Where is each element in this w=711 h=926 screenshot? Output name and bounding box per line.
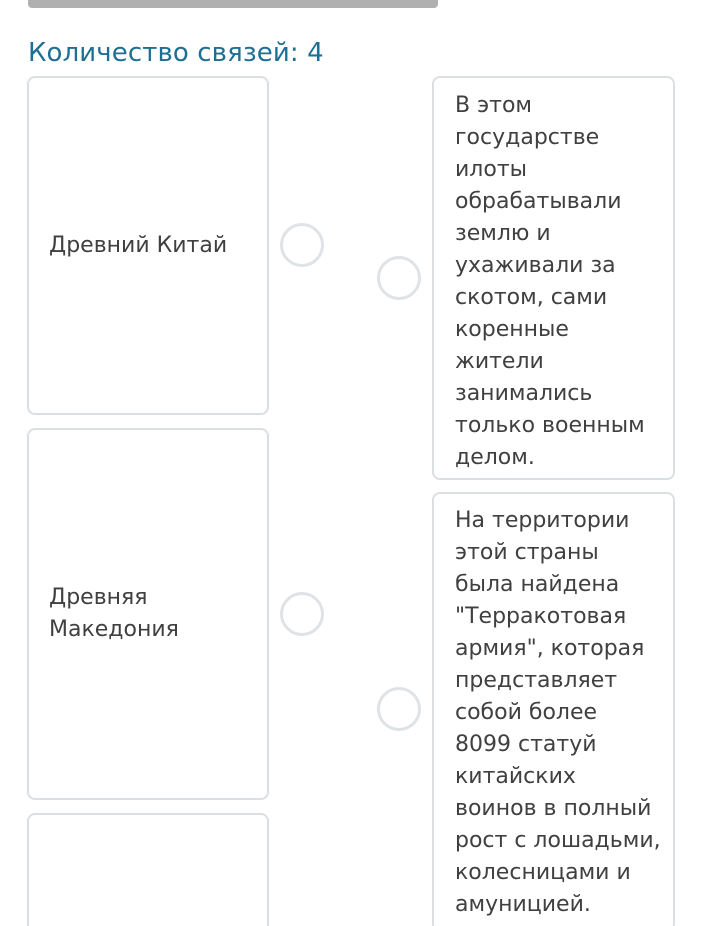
left-item-1-label: Древний Китай [49, 232, 228, 258]
right-item-2[interactable] [432, 492, 675, 926]
left-item-3[interactable] [27, 813, 269, 926]
left-item-1[interactable] [27, 76, 269, 415]
left-item-2-label: Древняя Македония [49, 585, 179, 642]
right-item-2-text: На территории этой страны была найдена "Терракотовая армия", которая представляет собой более 8099 статуй китайских воинов в полный рост с лошадьми, колесницами и амуницией. [455, 508, 661, 917]
connections-count: Количество связей: 4 [28, 38, 324, 68]
left-item-2-connector[interactable] [280, 592, 324, 636]
right-item-1-connector[interactable] [377, 256, 421, 300]
right-item-1[interactable] [432, 76, 675, 480]
right-item-1-text: В этом государстве илоты обрабатывали землю и ухаживали за скотом, сами коренные жители занимались только военным делом. [455, 93, 645, 470]
cut-off-heading [28, 0, 438, 8]
left-item-1-connector[interactable] [280, 223, 324, 267]
right-item-2-connector[interactable] [377, 687, 421, 731]
left-item-2[interactable] [27, 428, 269, 800]
